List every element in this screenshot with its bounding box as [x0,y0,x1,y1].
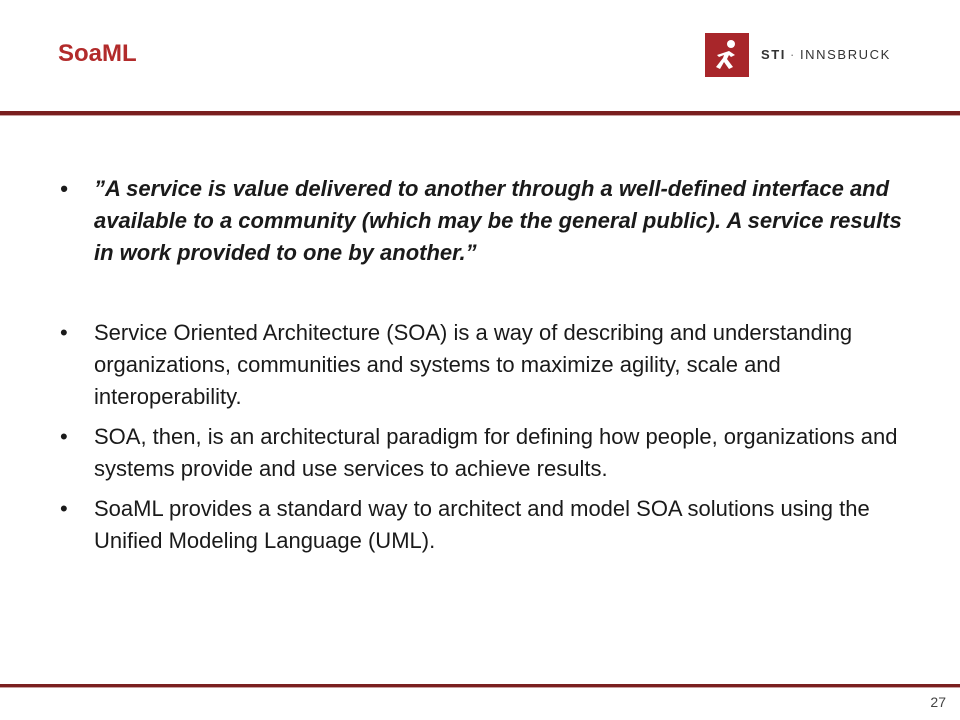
bullet-soaml-purpose: • SoaML provides a standard way to architect and model SOA solutions using the Unified Modeling Language (UML). [58,493,918,557]
bullet-list [58,173,918,565]
logo-suffix: INNSBRUCK [799,47,891,62]
page-number: 27 [930,694,946,710]
footer-divider [0,684,960,688]
bullet-service-definition-quote: • ”A service is value delivered to another through a well-defined interface and available to a community (which may be the general public). A service results in work provided to one by another.” [58,173,918,269]
slide-title: SoaML [58,40,137,67]
header-divider [0,111,960,116]
logo-separator: · [790,47,796,62]
logo-brand: STI [761,47,787,62]
bullet-soa-paradigm: • SOA, then, is an architectural paradigm for defining how people, organizations and systems provide and use services to achieve results. [58,421,918,485]
logo-wordmark [761,47,891,62]
sti-person-logo-icon [705,33,749,77]
bullet-soa-definition: • Service Oriented Architecture (SOA) is a way of describing and understanding organizations, communities and systems to maximize agility, scale and interoperability. [58,317,918,413]
sti-innsbruck-logo [705,32,891,77]
